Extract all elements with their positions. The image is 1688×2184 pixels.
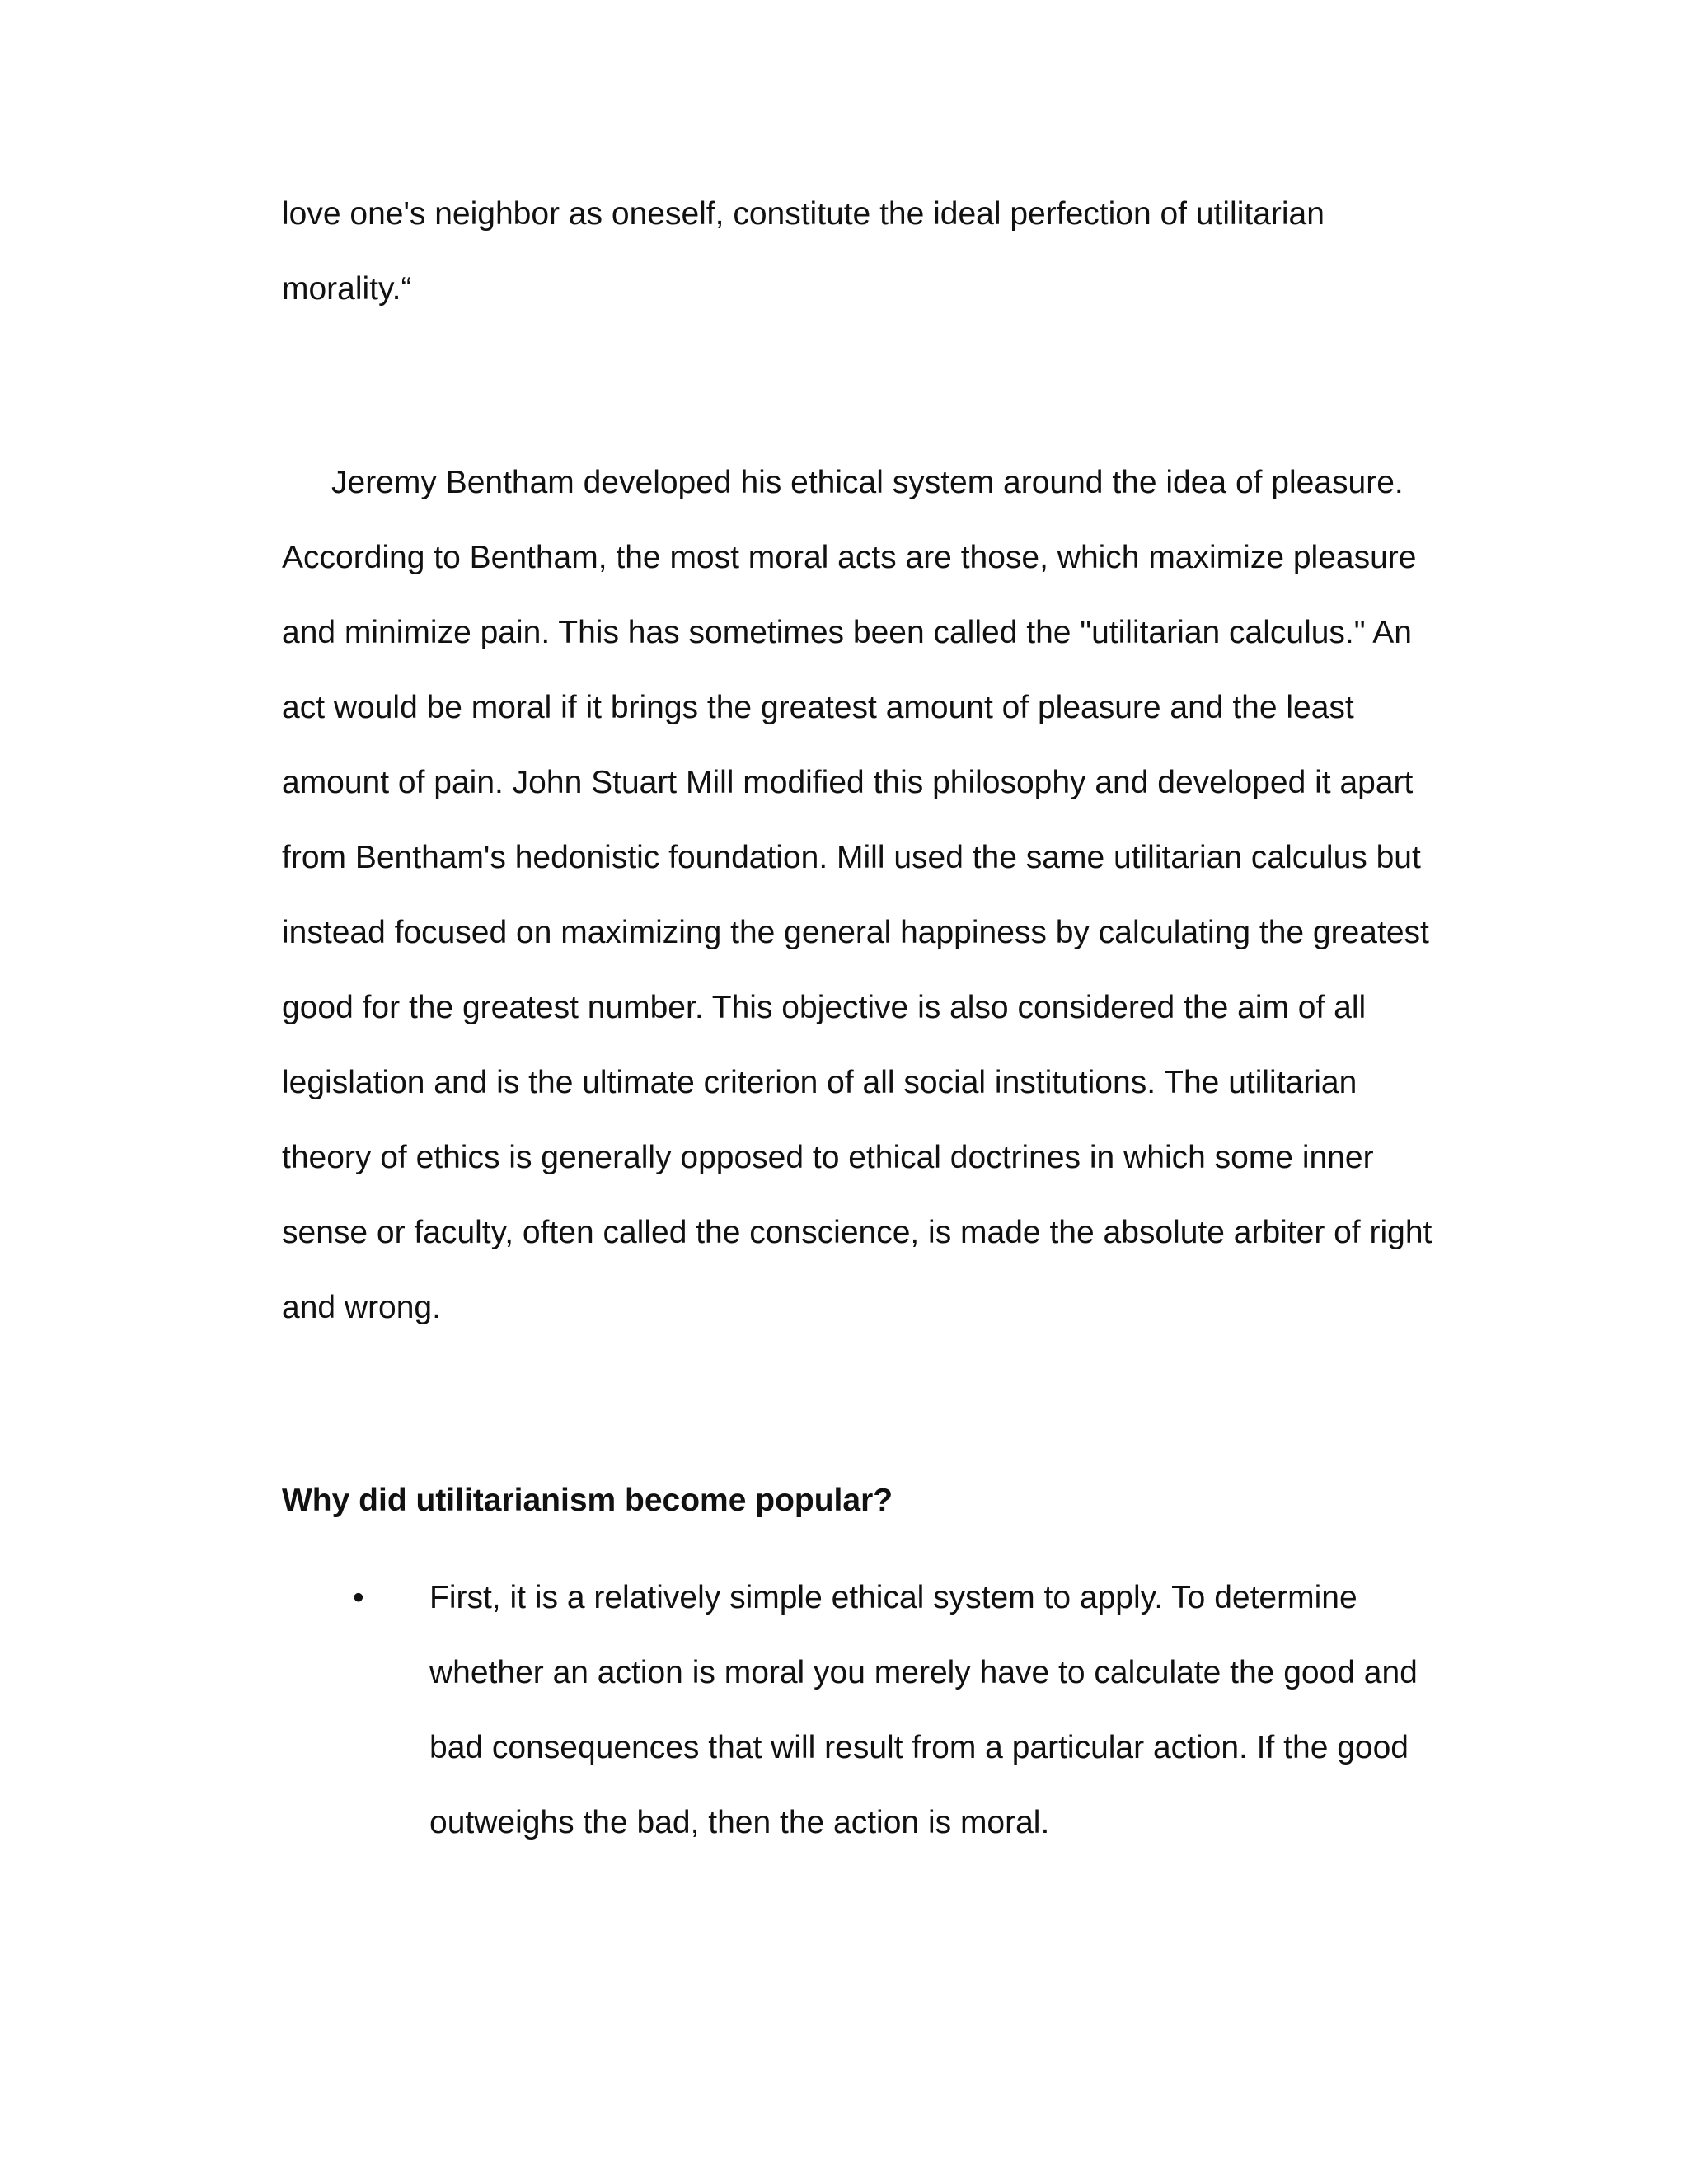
paragraph-line: legislation and is the ultimate criterion of all social institutions. The utilitarian (282, 1065, 1357, 1100)
paragraph-line: instead focused on maximizing the general happiness by calculating the greatest (282, 915, 1429, 950)
bullet-line: bad consequences that will result from a particular action. If the good (429, 1730, 1409, 1765)
paragraph-line: According to Bentham, the most moral acts are those, which maximize pleasure (282, 540, 1417, 575)
bullet-line: whether an action is moral you merely have to calculate the good and (429, 1655, 1418, 1690)
bullet-line: First, it is a relatively simple ethical system to apply. To determine (429, 1580, 1357, 1615)
paragraph-line: sense or faculty, often called the conscience, is made the absolute arbiter of right (282, 1215, 1432, 1250)
paragraph-line: from Bentham's hedonistic foundation. Mill used the same utilitarian calculus but (282, 840, 1421, 875)
paragraph-line: and wrong. (282, 1290, 441, 1325)
paragraph-line: and minimize pain. This has sometimes been called the "utilitarian calculus." An (282, 615, 1412, 650)
paragraph-line: amount of pain. John Stuart Mill modified this philosophy and developed it apart (282, 765, 1414, 800)
paragraph-line: act would be moral if it brings the greatest amount of pleasure and the least (282, 690, 1354, 725)
bullet-line: outweighs the bad, then the action is moral. (429, 1805, 1050, 1840)
bullet-icon: • (353, 1580, 364, 1615)
intro-line: love one's neighbor as oneself, constitute the ideal perfection of utilitarian (282, 196, 1325, 232)
paragraph-line: good for the greatest number. This objective is also considered the aim of all (282, 990, 1367, 1025)
section-heading: Why did utilitarianism become popular? (282, 1483, 893, 1518)
paragraph-line: theory of ethics is generally opposed to ethical doctrines in which some inner (282, 1140, 1374, 1175)
intro-line: morality.“ (282, 271, 412, 307)
paragraph-line: Jeremy Bentham developed his ethical system around the idea of pleasure. (331, 465, 1404, 500)
